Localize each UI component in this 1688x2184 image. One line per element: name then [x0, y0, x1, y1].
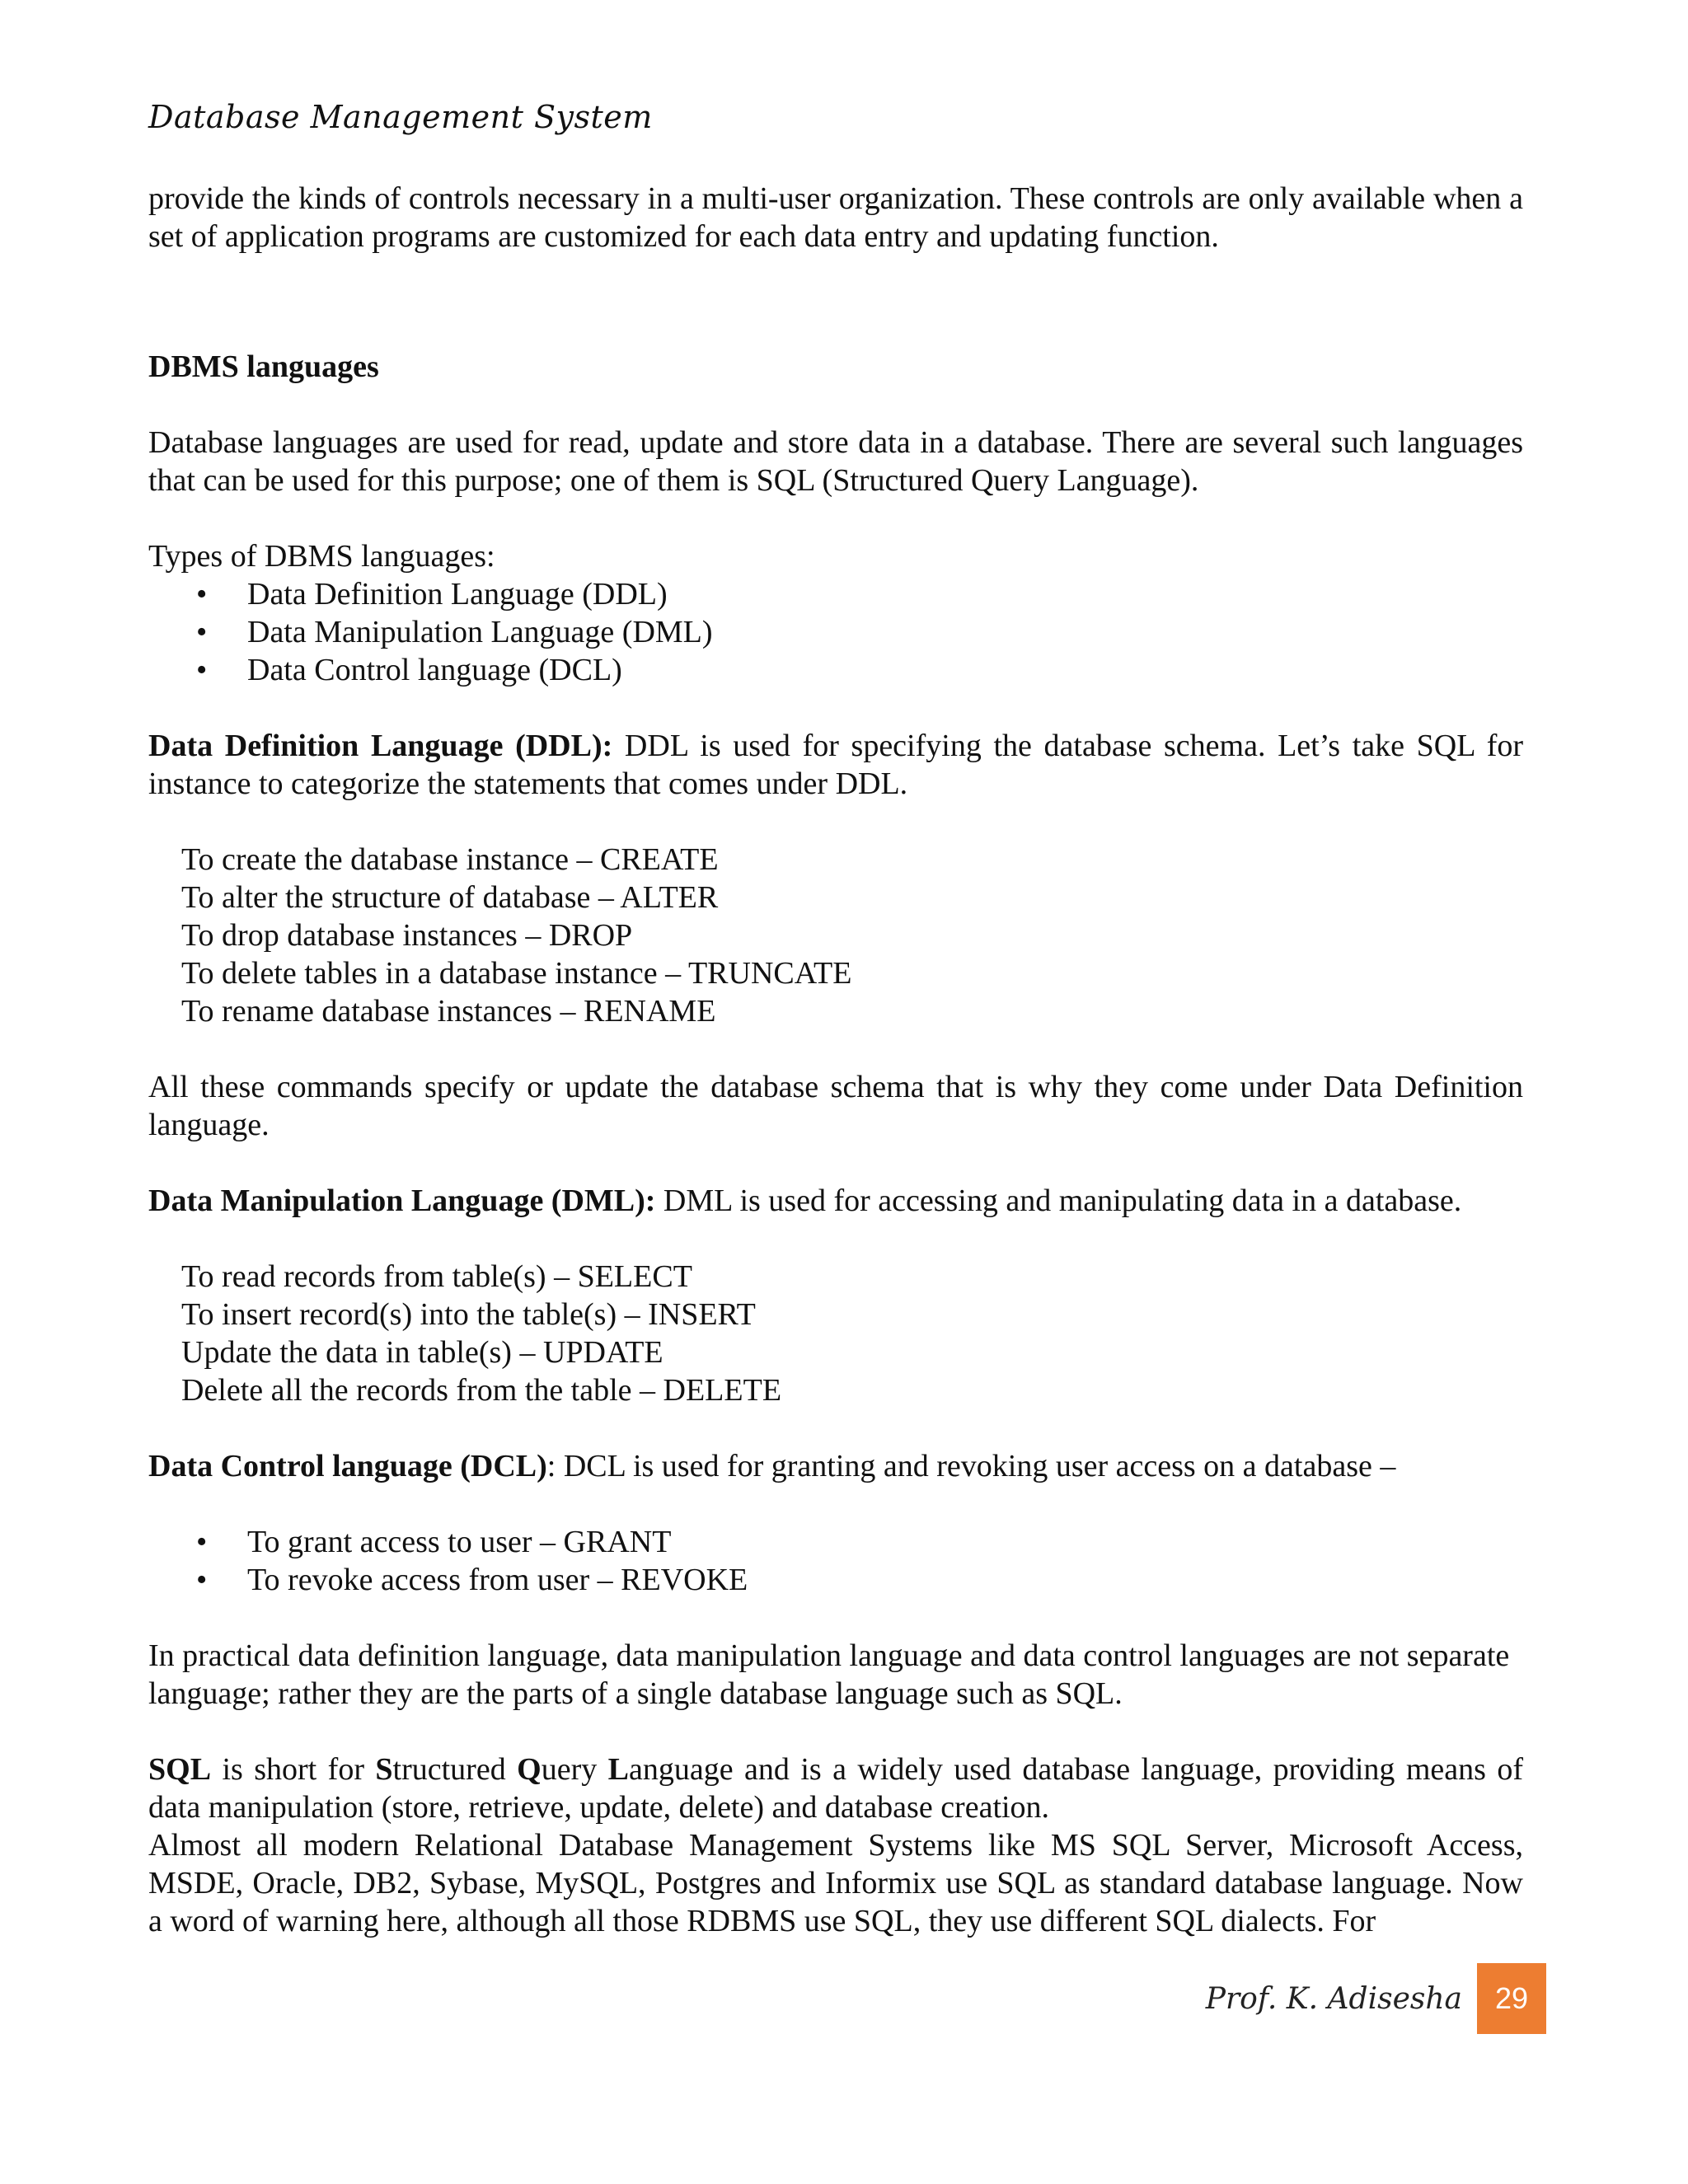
types-label: Types of DBMS languages:	[148, 539, 495, 574]
ddl-description: DDL is used for specifying the database schema. Let’s take SQL for instance to categorize the statements that comes under DDL.	[148, 729, 1524, 801]
page-content	[148, 180, 1523, 1940]
list-item: Delete all the records from the table – DELETE	[181, 1373, 782, 1408]
types-list	[148, 575, 1523, 689]
ddl-term: Data Definition Language (DDL):	[148, 729, 613, 763]
list-item: • Data Manipulation Language (DML)	[196, 615, 713, 649]
dcl-paragraph	[148, 1447, 1523, 1485]
intro-paragraph: provide the kinds of controls necessary in a multi-user organization. These controls are only available when a set of application programs are customized for each data entry and updating function.	[148, 181, 1523, 254]
bullet-icon: •	[196, 653, 208, 687]
list-item: • To grant access to user – GRANT	[196, 1525, 672, 1559]
dbms-languages-paragraph: Database languages are used for read, update and store data in a database. There are several such languages that can be used for this purpose; one of them is SQL (Structured Query Language).	[148, 425, 1523, 498]
dml-term: Data Manipulation Language (DML):	[148, 1183, 656, 1218]
dcl-term: Data Control language (DCL)	[148, 1449, 547, 1483]
page-footer	[1206, 1963, 1546, 2034]
list-item: Update the data in table(s) – UPDATE	[181, 1335, 663, 1370]
ddl-summary: All these commands specify or update the database schema that is why they come under Data Definition language.	[148, 1070, 1523, 1142]
list-item: • Data Control language (DCL)	[196, 653, 622, 687]
section-heading-dbms-languages: DBMS languages	[148, 349, 379, 384]
list-item: To alter the structure of database – ALTER	[181, 880, 719, 915]
ddl-paragraph	[148, 727, 1523, 803]
bullet-icon: •	[196, 615, 208, 649]
sql-rdbms-paragraph: Almost all modern Relational Database Management Systems like MS SQL Server, Microsoft Access, MSDE, Oracle, DB2, Sybase, MySQL, Postgres and Informix use SQL as standard database language. Now a word of warning here, although all those RDBMS use SQL, they use different SQL dialects. For	[148, 1828, 1523, 1938]
practical-paragraph: In practical data definition language, data manipulation language and data control languages are not separate language; rather they are the parts of a single database language such as SQL.	[148, 1638, 1510, 1711]
sql-paragraph: SQL is short for Structured Query Language and is a widely used database language, providing means of data manipulation (store, retrieve, update, delete) and database creation.	[148, 1752, 1523, 1825]
dcl-commands	[148, 1523, 1523, 1599]
dml-description: DML is used for accessing and manipulating data in a database.	[655, 1183, 1462, 1218]
bullet-icon: •	[196, 1563, 208, 1597]
running-header: Database Management System	[148, 99, 653, 135]
list-item: • To revoke access from user – REVOKE	[196, 1563, 748, 1597]
ddl-commands	[148, 841, 1523, 1030]
page-number-badge: 29	[1477, 1963, 1546, 2034]
dml-paragraph	[148, 1182, 1523, 1220]
list-item: To create the database instance – CREATE	[181, 842, 719, 877]
dcl-description: : DCL is used for granting and revoking user access on a database –	[546, 1449, 1396, 1483]
list-item: To insert record(s) into the table(s) – INSERT	[181, 1297, 756, 1332]
list-item: To delete tables in a database instance – TRUNCATE	[181, 956, 852, 991]
list-item: To drop database instances – DROP	[181, 918, 633, 953]
bullet-icon: •	[196, 577, 208, 612]
list-item: To read records from table(s) – SELECT	[181, 1259, 692, 1294]
footer-author: Prof. K. Adisesha	[1205, 1981, 1462, 2016]
bullet-icon: •	[196, 1525, 208, 1559]
list-item: To rename database instances – RENAME	[181, 994, 716, 1029]
list-item: • Data Definition Language (DDL)	[196, 577, 668, 612]
dml-commands	[148, 1258, 1523, 1409]
